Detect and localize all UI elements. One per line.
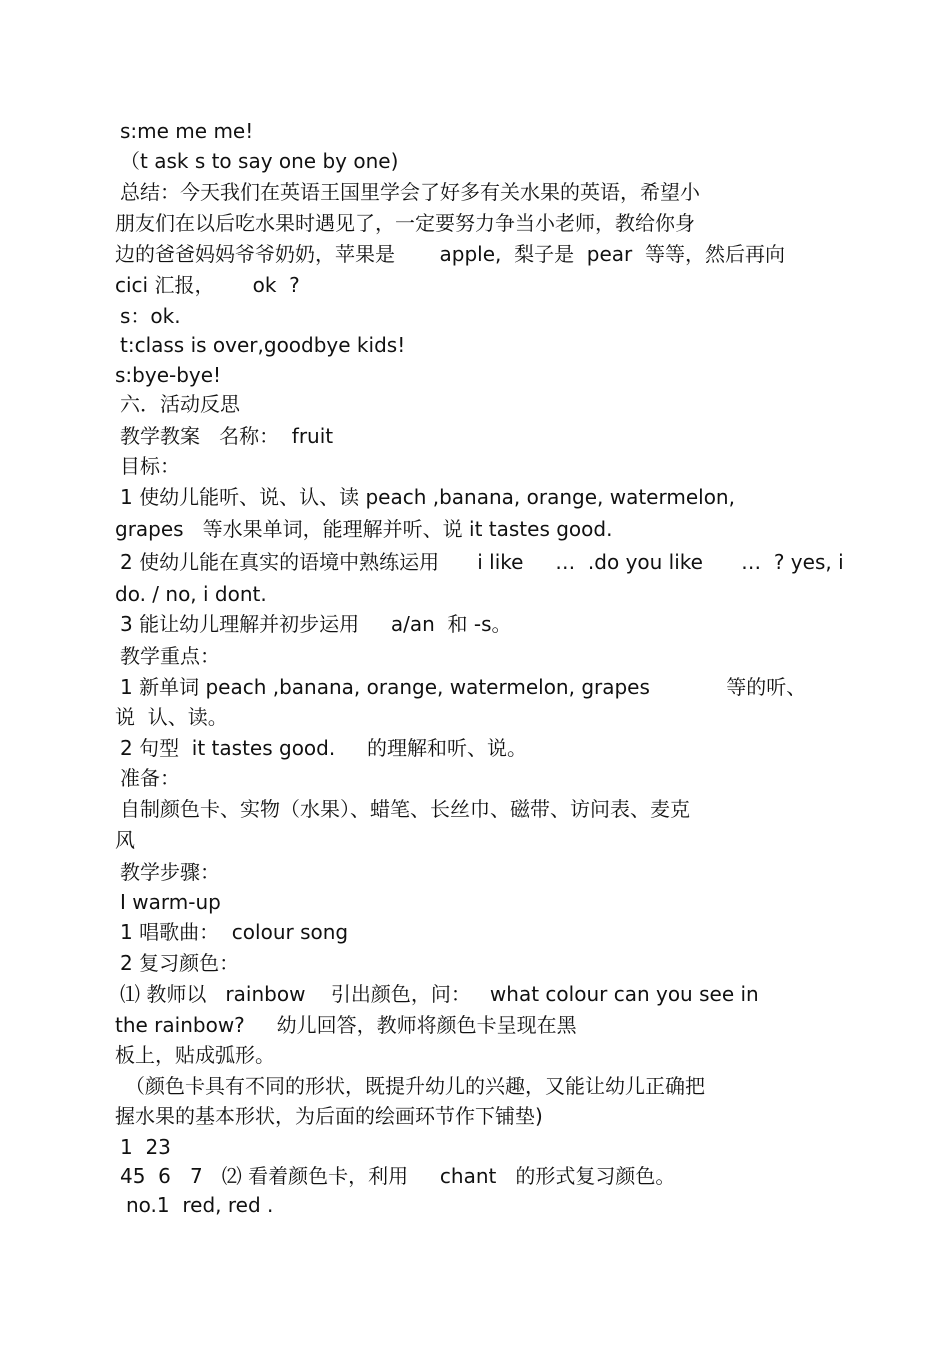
text-line: I warm-up — [120, 890, 221, 914]
text-line: 说 认、读。 — [115, 705, 228, 729]
text-line: s:me me me! — [120, 119, 254, 143]
text-line: 教学重点： — [120, 644, 220, 668]
text-line: 目标： — [120, 454, 180, 478]
text-line: 2 句型 it tastes good. 的理解和听、说。 — [120, 736, 528, 760]
text-line: 教学步骤： — [120, 860, 220, 884]
text-line: 1 新单词 peach ,banana, orange, watermelon, grapes 等的听、 — [120, 675, 807, 699]
text-line: 2 复习颜色： — [120, 951, 240, 975]
text-line: no.1 red, red . — [126, 1193, 274, 1217]
text-line: 边的爸爸妈妈爷爷奶奶，苹果是 apple, 梨子是 pear 等等，然后再向 — [115, 242, 785, 266]
text-line: grapes 等水果单词，能理解并听、说 it tastes good. — [115, 517, 613, 541]
text-line: 握水果的基本形状，为后面的绘画环节作下铺垫) — [115, 1104, 543, 1128]
text-line: 3 能让幼儿理解并初步运用 a/an 和 -s。 — [120, 612, 512, 636]
text-line: 1 使幼儿能听、说、认、读 peach ,banana, orange, watermelon, — [120, 485, 735, 509]
text-line: 教学教案 名称： fruit — [120, 424, 334, 448]
text-line: t:class is over,goodbye kids! — [120, 333, 406, 357]
text-line: 45 6 7 ⑵ 看着颜色卡，利用 chant 的形式复习颜色。 — [120, 1164, 676, 1188]
text-line: s:bye-bye! — [115, 363, 222, 387]
text-line: 1 23 — [120, 1135, 171, 1159]
text-line: （t ask s to say one by one) — [120, 149, 399, 173]
text-line: 准备： — [120, 766, 180, 790]
text-line: do. / no, i dont. — [115, 582, 267, 606]
section-heading: 六．活动反思 — [120, 392, 240, 416]
text-line: 朋友们在以后吃水果时遇见了，一定要努力争当小老师，教给你身 — [115, 211, 695, 235]
text-line: 板上，贴成弧形。 — [115, 1043, 275, 1067]
text-line: the rainbow? 幼儿回答，教师将颜色卡呈现在黑 — [115, 1013, 577, 1037]
text-line: cici 汇报， ok ? — [115, 273, 300, 297]
text-line: 1 唱歌曲： colour song — [120, 920, 349, 944]
text-line: 2 使幼儿能在真实的语境中熟练运用 i like … .do you like … ? yes, i — [120, 550, 844, 574]
text-line: 自制颜色卡、实物（水果）、蜡笔、长丝巾、磁带、访问表、麦克 — [120, 797, 690, 821]
text-line: 总结：今天我们在英语王国里学会了好多有关水果的英语，希望小 — [120, 180, 700, 204]
text-line: s：ok. — [120, 304, 181, 328]
text-line: 风 — [115, 828, 135, 852]
text-line: ⑴ 教师以 rainbow 引出颜色，问： what colour can you see in — [120, 982, 759, 1006]
text-line: （颜色卡具有不同的形状，既提升幼儿的兴趣，又能让幼儿正确把 — [125, 1074, 705, 1098]
